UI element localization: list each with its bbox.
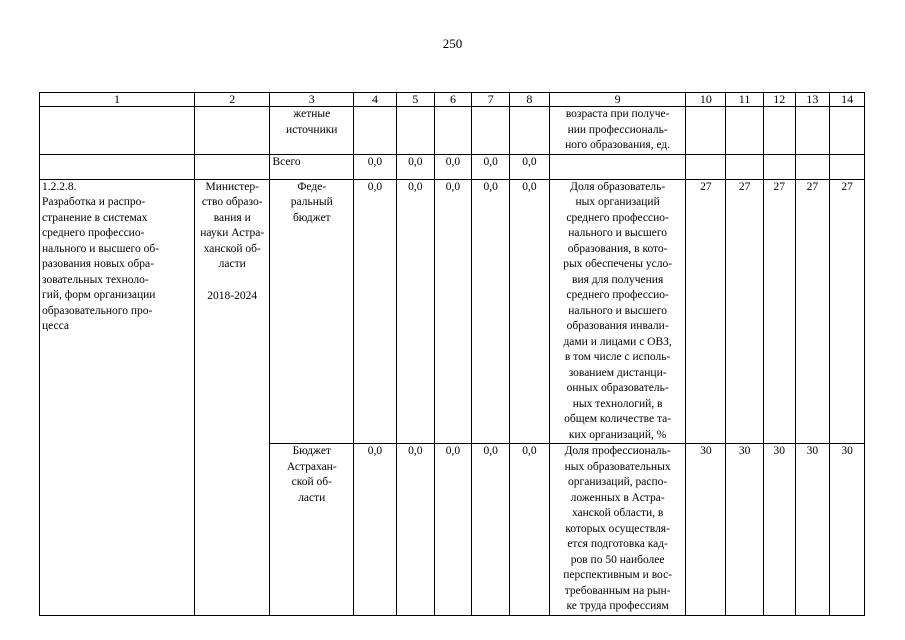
- target-value: 27: [795, 179, 830, 444]
- column-number: 10: [686, 93, 726, 107]
- amount-cell: 0,0: [396, 444, 434, 616]
- column-number: 11: [726, 93, 764, 107]
- amount-cell: 0,0: [510, 444, 550, 616]
- measure-title: Разработка и распро- странение в системах среднего профессио- нального и высшего об- разования новых обра- зовательных техноло- гий, форм организации образовательного про- цесса: [42, 196, 160, 332]
- empty-cell: [795, 107, 830, 155]
- target-value: 27: [763, 179, 795, 444]
- amount-cell: 0,0: [510, 154, 550, 179]
- column-number: 4: [354, 93, 397, 107]
- empty-cell: [726, 154, 764, 179]
- empty-cell: [726, 107, 764, 155]
- column-number: 6: [434, 93, 472, 107]
- column-number: 1: [40, 93, 195, 107]
- amount-cell: 0,0: [354, 179, 397, 444]
- implementation-period: 2018-2024: [207, 289, 258, 302]
- empty-cell: [40, 107, 195, 155]
- amount-cell: 0,0: [396, 179, 434, 444]
- column-number-row: [40, 93, 865, 107]
- column-number: 3: [270, 93, 354, 107]
- column-number: 5: [396, 93, 434, 107]
- column-number: 2: [195, 93, 270, 107]
- amount-cell: 0,0: [396, 154, 434, 179]
- executor-cell: [195, 179, 270, 615]
- column-number: 13: [795, 93, 830, 107]
- target-value: 27: [686, 179, 726, 444]
- amount-cell: 0,0: [472, 154, 510, 179]
- empty-cell: [686, 107, 726, 155]
- empty-cell: [396, 107, 434, 155]
- column-number: 12: [763, 93, 795, 107]
- empty-cell: [830, 107, 865, 155]
- empty-cell: [195, 154, 270, 179]
- page-number: 250: [442, 36, 463, 51]
- amount-cell: 0,0: [354, 154, 397, 179]
- funding-source: Бюджет Астрахан- ской об- ласти: [270, 444, 354, 616]
- target-value: 30: [830, 444, 865, 616]
- indicator-text: Доля образователь- ных организаций среднего профессио- нального и высшего образования, в кото- рых обеспечены усло- вия для получения среднего профессио- нального и высшего образования инвали- дами и лицами с ОВЗ, в том числе с исполь- зованием дистанци- онных образователь- ных технологий, в общем количестве та- ких организаций, %: [549, 179, 686, 444]
- empty-cell: [763, 107, 795, 155]
- indicator-text: возраста при получе- нии профессиональ- ного образования, ед.: [549, 107, 686, 155]
- column-number: 7: [472, 93, 510, 107]
- program-table: [39, 92, 865, 616]
- target-value: 27: [726, 179, 764, 444]
- column-number: 14: [830, 93, 865, 107]
- amount-cell: 0,0: [434, 444, 472, 616]
- empty-cell: [686, 154, 726, 179]
- column-number: 9: [549, 93, 686, 107]
- amount-cell: 0,0: [354, 444, 397, 616]
- empty-cell: [472, 107, 510, 155]
- federal-budget-row: [40, 179, 865, 444]
- measure-code: 1.2.2.8.: [42, 180, 77, 193]
- column-number: 8: [510, 93, 550, 107]
- empty-cell: [434, 107, 472, 155]
- empty-cell: [795, 154, 830, 179]
- empty-cell: [40, 154, 195, 179]
- empty-cell: [354, 107, 397, 155]
- amount-cell: 0,0: [434, 154, 472, 179]
- amount-cell: 0,0: [472, 179, 510, 444]
- target-value: 30: [726, 444, 764, 616]
- total-row: [40, 154, 865, 179]
- indicator-text: Доля профессиональ- ных образовательных организаций, распо- ложенных в Астра- ханской области, в которых осуществля- ется подготовка кад- ров по 50 наиболее перспективным и вос- требованным на рын- ке труда профессиям: [549, 444, 686, 616]
- target-value: 30: [686, 444, 726, 616]
- funding-source: жетные источники: [270, 107, 354, 155]
- empty-cell: [549, 154, 686, 179]
- funding-source: Феде- ральный бюджет: [270, 179, 354, 444]
- measure-cell: [40, 179, 195, 615]
- total-label: Всего: [270, 154, 354, 179]
- amount-cell: 0,0: [510, 179, 550, 444]
- target-value: 30: [763, 444, 795, 616]
- continuation-row: [40, 107, 865, 155]
- target-value: 27: [830, 179, 865, 444]
- executor-name: Министер- ство образо- вания и науки Астра- ханской об- ласти: [200, 180, 265, 270]
- empty-cell: [510, 107, 550, 155]
- amount-cell: 0,0: [434, 179, 472, 444]
- empty-cell: [763, 154, 795, 179]
- target-value: 30: [795, 444, 830, 616]
- empty-cell: [195, 107, 270, 155]
- amount-cell: 0,0: [472, 444, 510, 616]
- empty-cell: [830, 154, 865, 179]
